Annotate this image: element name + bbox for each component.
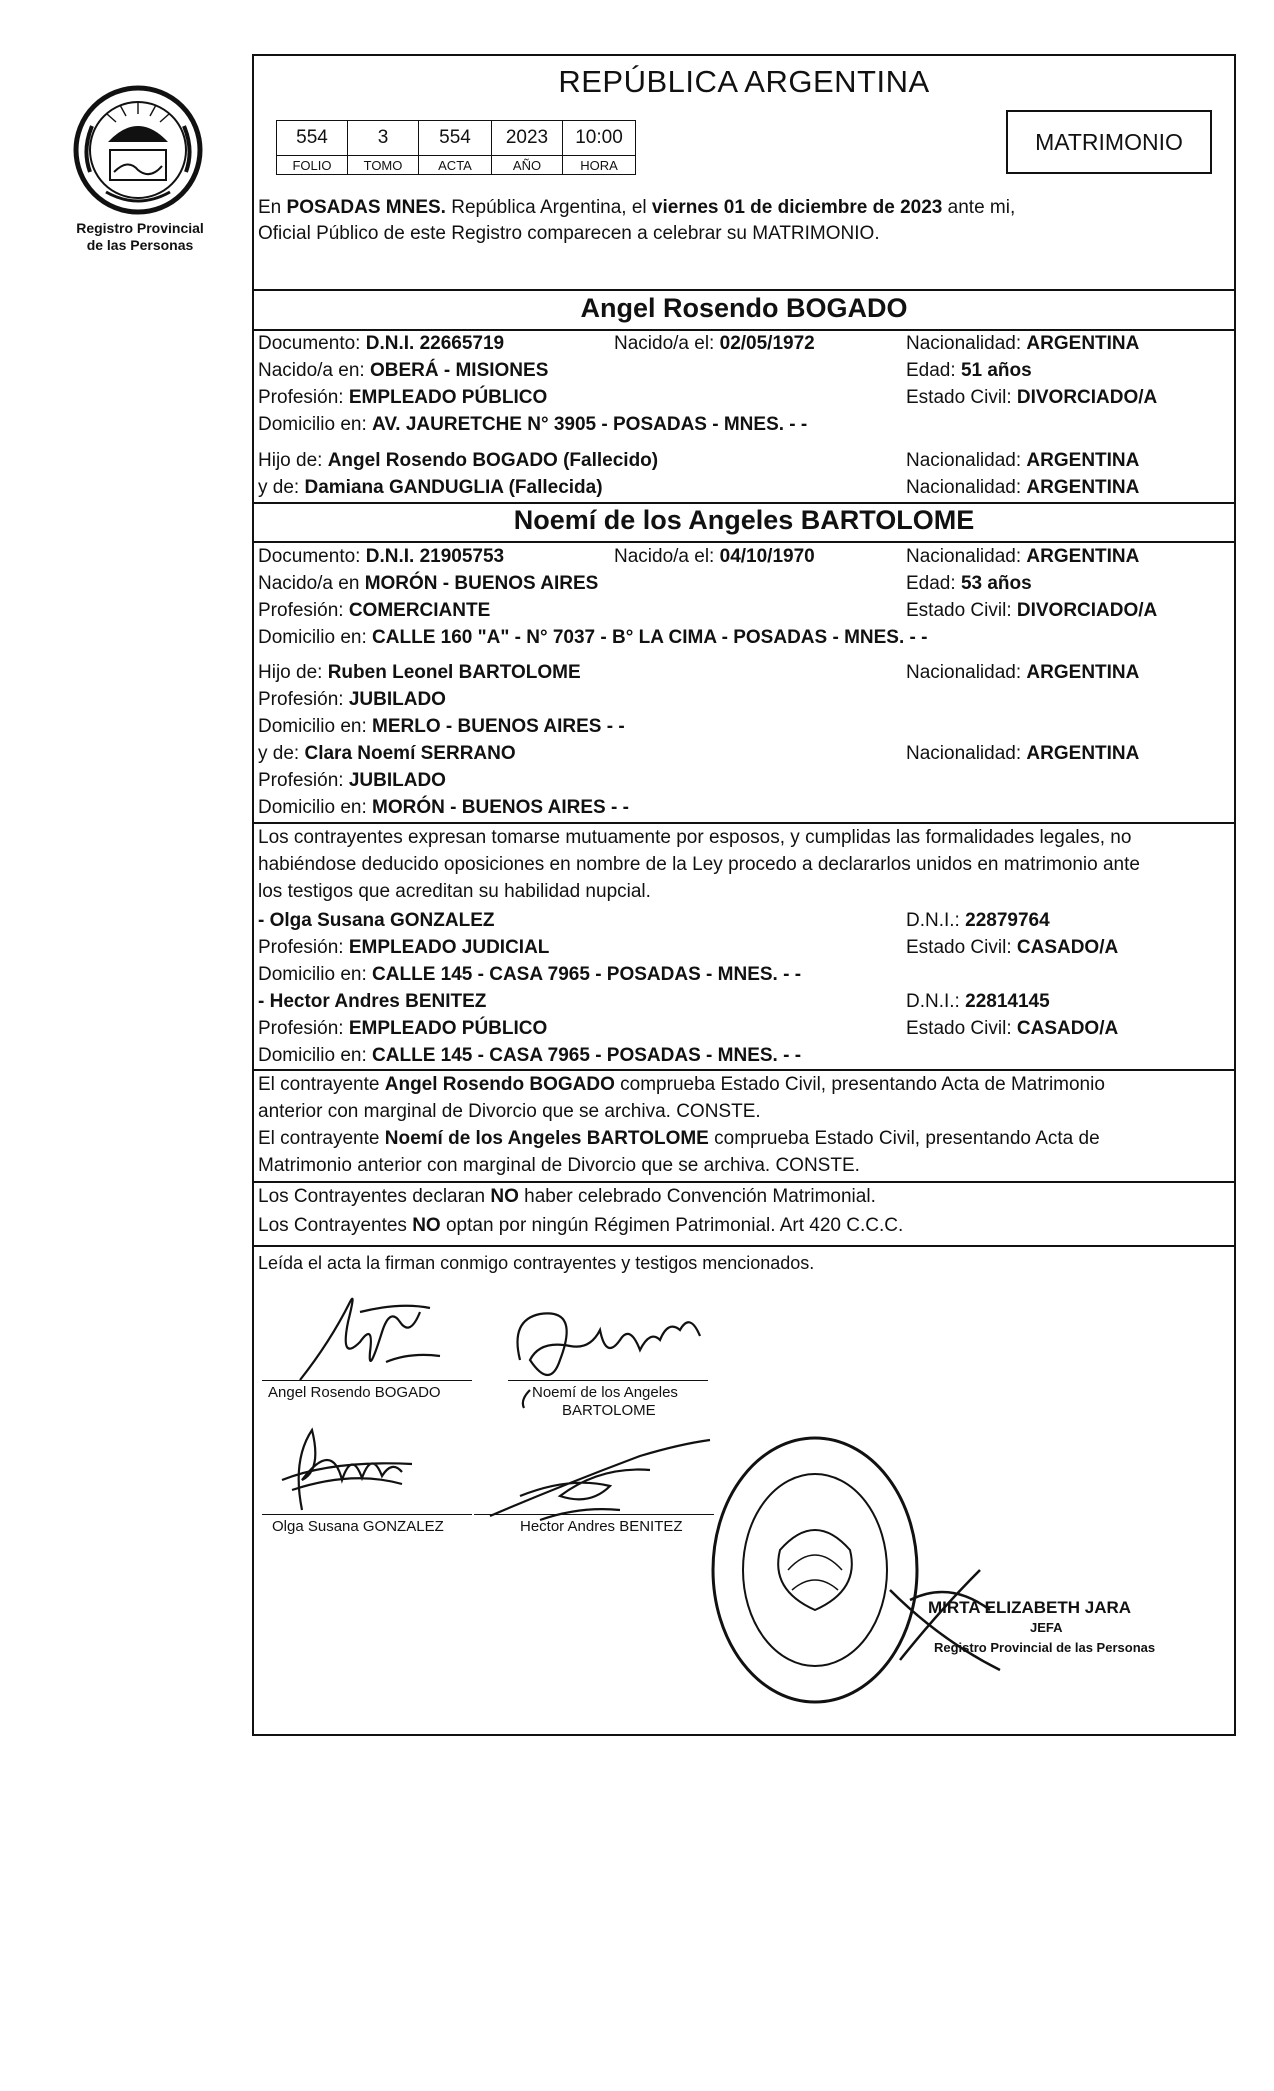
witness2-dni: D.N.I.: 22814145 [906, 991, 1050, 1012]
signature-witness1 [272, 1420, 432, 1520]
signature-line [262, 1380, 472, 1381]
signature-label-witness1: Olga Susana GONZALEZ [272, 1518, 444, 1535]
spouse2-address: Domicilio en: CALLE 160 "A" - N° 7037 - B° LA CIMA - POSADAS - MNES. - - [258, 627, 928, 648]
note1-line2: anterior con marginal de Divorcio que se archiva. CONSTE. [258, 1101, 761, 1122]
signature-line [508, 1380, 708, 1381]
acta-value: 554 [419, 121, 492, 156]
spouse2-age: Edad: 53 años [906, 573, 1032, 594]
spouse1-name: Angel Rosendo BOGADO [580, 293, 908, 323]
witness1-dni: D.N.I.: 22879764 [906, 910, 1050, 931]
spouse2-nationality: Nacionalidad: ARGENTINA [906, 546, 1140, 567]
witness2-name: - Hector Andres BENITEZ [258, 991, 487, 1012]
official-name: MIRTA ELIZABETH JARA [928, 1598, 1132, 1617]
year-value: 2023 [492, 121, 563, 156]
note2-line2: Matrimonio anterior con marginal de Divorcio que se archiva. CONSTE. [258, 1155, 860, 1176]
closing-statement: Leída el acta la firman conmigo contrayentes y testigos mencionados. [258, 1253, 815, 1273]
spouse1-father: Hijo de: Angel Rosendo BOGADO (Fallecido) [258, 450, 659, 471]
intro-line1: En POSADAS MNES. República Argentina, el viernes 01 de diciembre de 2023 ante mi, [258, 197, 1016, 218]
logo-caption-line2: de las Personas [86, 237, 194, 253]
witness1-name: - Olga Susana GONZALEZ [258, 910, 495, 931]
spouse1-profession: Profesión: EMPLEADO PÚBLICO [258, 387, 548, 408]
spouse1-birthplace: Nacido/a en: OBERÁ - MISIONES [258, 360, 549, 381]
regime-line1: Los Contrayentes declaran NO haber celebrado Convención Matrimonial. [258, 1186, 876, 1207]
signature-line [474, 1514, 714, 1515]
signature-label-spouse2-line2: BARTOLOME [562, 1402, 656, 1419]
note1-line1: El contrayente Angel Rosendo BOGADO comprueba Estado Civil, presentando Acta de Matrimonio [258, 1074, 1105, 1095]
divider [252, 502, 1236, 504]
spouse1-mother: y de: Damiana GANDUGLIA (Fallecida) [258, 477, 603, 498]
signature-spouse1 [290, 1282, 450, 1392]
divider [252, 541, 1236, 543]
spouse2-birthplace: Nacido/a en MORÓN - BUENOS AIRES [258, 573, 599, 594]
provincial-seal-logo [68, 80, 208, 220]
witness2-profession: Profesión: EMPLEADO PÚBLICO [258, 1018, 548, 1039]
spouse2-mother-address: Domicilio en: MORÓN - BUENOS AIRES - - [258, 797, 629, 818]
folio-label: FOLIO [277, 156, 348, 175]
note2-line1: El contrayente Noemí de los Angeles BARTOLOME comprueba Estado Civil, presentando Acta de [258, 1128, 1100, 1149]
regime-line2: Los Contrayentes NO optan por ningún Régimen Patrimonial. Art 420 C.C.C. [258, 1215, 904, 1236]
tomo-label: TOMO [348, 156, 419, 175]
spouse2-profession: Profesión: COMERCIANTE [258, 600, 491, 621]
spouse1-nationality: Nacionalidad: ARGENTINA [906, 333, 1140, 354]
signature-line [262, 1514, 472, 1515]
spouse2-father-address: Domicilio en: MERLO - BUENOS AIRES - - [258, 716, 625, 737]
witness2-civil-status: Estado Civil: CASADO/A [906, 1018, 1119, 1039]
spouse1-birthdate: Nacido/a el: 02/05/1972 [614, 333, 815, 354]
witness1-profession: Profesión: EMPLEADO JUDICIAL [258, 937, 550, 958]
hour-value: 10:00 [563, 121, 636, 156]
divider [252, 289, 1236, 291]
official-role: JEFA [1030, 1620, 1063, 1635]
folio-value: 554 [277, 121, 348, 156]
signature-label-spouse1: Angel Rosendo BOGADO [268, 1384, 441, 1401]
spouse2-father: Hijo de: Ruben Leonel BARTOLOME [258, 662, 581, 683]
spouse2-civil-status: Estado Civil: DIVORCIADO/A [906, 600, 1158, 621]
spouse2-father-nationality: Nacionalidad: ARGENTINA [906, 662, 1140, 683]
divider [252, 822, 1236, 824]
witness1-address: Domicilio en: CALLE 145 - CASA 7965 - POSADAS - MNES. - - [258, 964, 802, 985]
country-title: REPÚBLICA ARGENTINA [558, 64, 930, 99]
divider [252, 329, 1236, 331]
spouse1-address: Domicilio en: AV. JAURETCHE N° 3905 - POSADAS - MNES. - - [258, 414, 808, 435]
logo-caption [60, 220, 220, 254]
divider [252, 1069, 1236, 1071]
declaration-line2: habiéndose deducido oposiciones en nombre de la Ley procedo a declararlos unidos en matrimonio ante [258, 854, 1140, 875]
spouse2-mother-profession: Profesión: JUBILADO [258, 770, 446, 791]
spouse2-father-profession: Profesión: JUBILADO [258, 689, 446, 710]
official-office: Registro Provincial de las Personas [934, 1640, 1156, 1655]
spouse2-mother: y de: Clara Noemí SERRANO [258, 743, 516, 764]
spouse2-document: Documento: D.N.I. 21905753 [258, 546, 505, 567]
year-label: AÑO [492, 156, 563, 175]
signature-label-spouse2-line1: Noemí de los Angeles [532, 1384, 678, 1401]
logo-caption-line1: Registro Provincial [76, 220, 204, 236]
spouse1-age: Edad: 51 años [906, 360, 1032, 381]
divider [252, 1181, 1236, 1183]
intro-line2: Oficial Público de este Registro comparecen a celebrar su MATRIMONIO. [258, 223, 880, 244]
declaration-line3: los testigos que acreditan su habilidad nupcial. [258, 881, 651, 902]
signature-label-witness2: Hector Andres BENITEZ [520, 1518, 683, 1535]
spouse2-birthdate: Nacido/a el: 04/10/1970 [614, 546, 815, 567]
witness2-address: Domicilio en: CALLE 145 - CASA 7965 - POSADAS - MNES. - - [258, 1045, 802, 1066]
record-type-box: MATRIMONIO [1006, 110, 1212, 174]
spouse2-name: Noemí de los Angeles BARTOLOME [513, 505, 975, 535]
spouse1-mother-nationality: Nacionalidad: ARGENTINA [906, 477, 1140, 498]
declaration-line1: Los contrayentes expresan tomarse mutuamente por esposos, y cumplidas las formalidades legales, no [258, 827, 1132, 848]
official-signature [880, 1560, 1020, 1680]
registry-table [276, 120, 636, 175]
hour-label: HORA [563, 156, 636, 175]
divider [252, 1245, 1236, 1247]
spouse2-mother-nationality: Nacionalidad: ARGENTINA [906, 743, 1140, 764]
witness1-civil-status: Estado Civil: CASADO/A [906, 937, 1119, 958]
tomo-value: 3 [348, 121, 419, 156]
acta-label: ACTA [419, 156, 492, 175]
spouse1-father-nationality: Nacionalidad: ARGENTINA [906, 450, 1140, 471]
spouse1-document: Documento: D.N.I. 22665719 [258, 333, 505, 354]
spouse1-civil-status: Estado Civil: DIVORCIADO/A [906, 387, 1158, 408]
